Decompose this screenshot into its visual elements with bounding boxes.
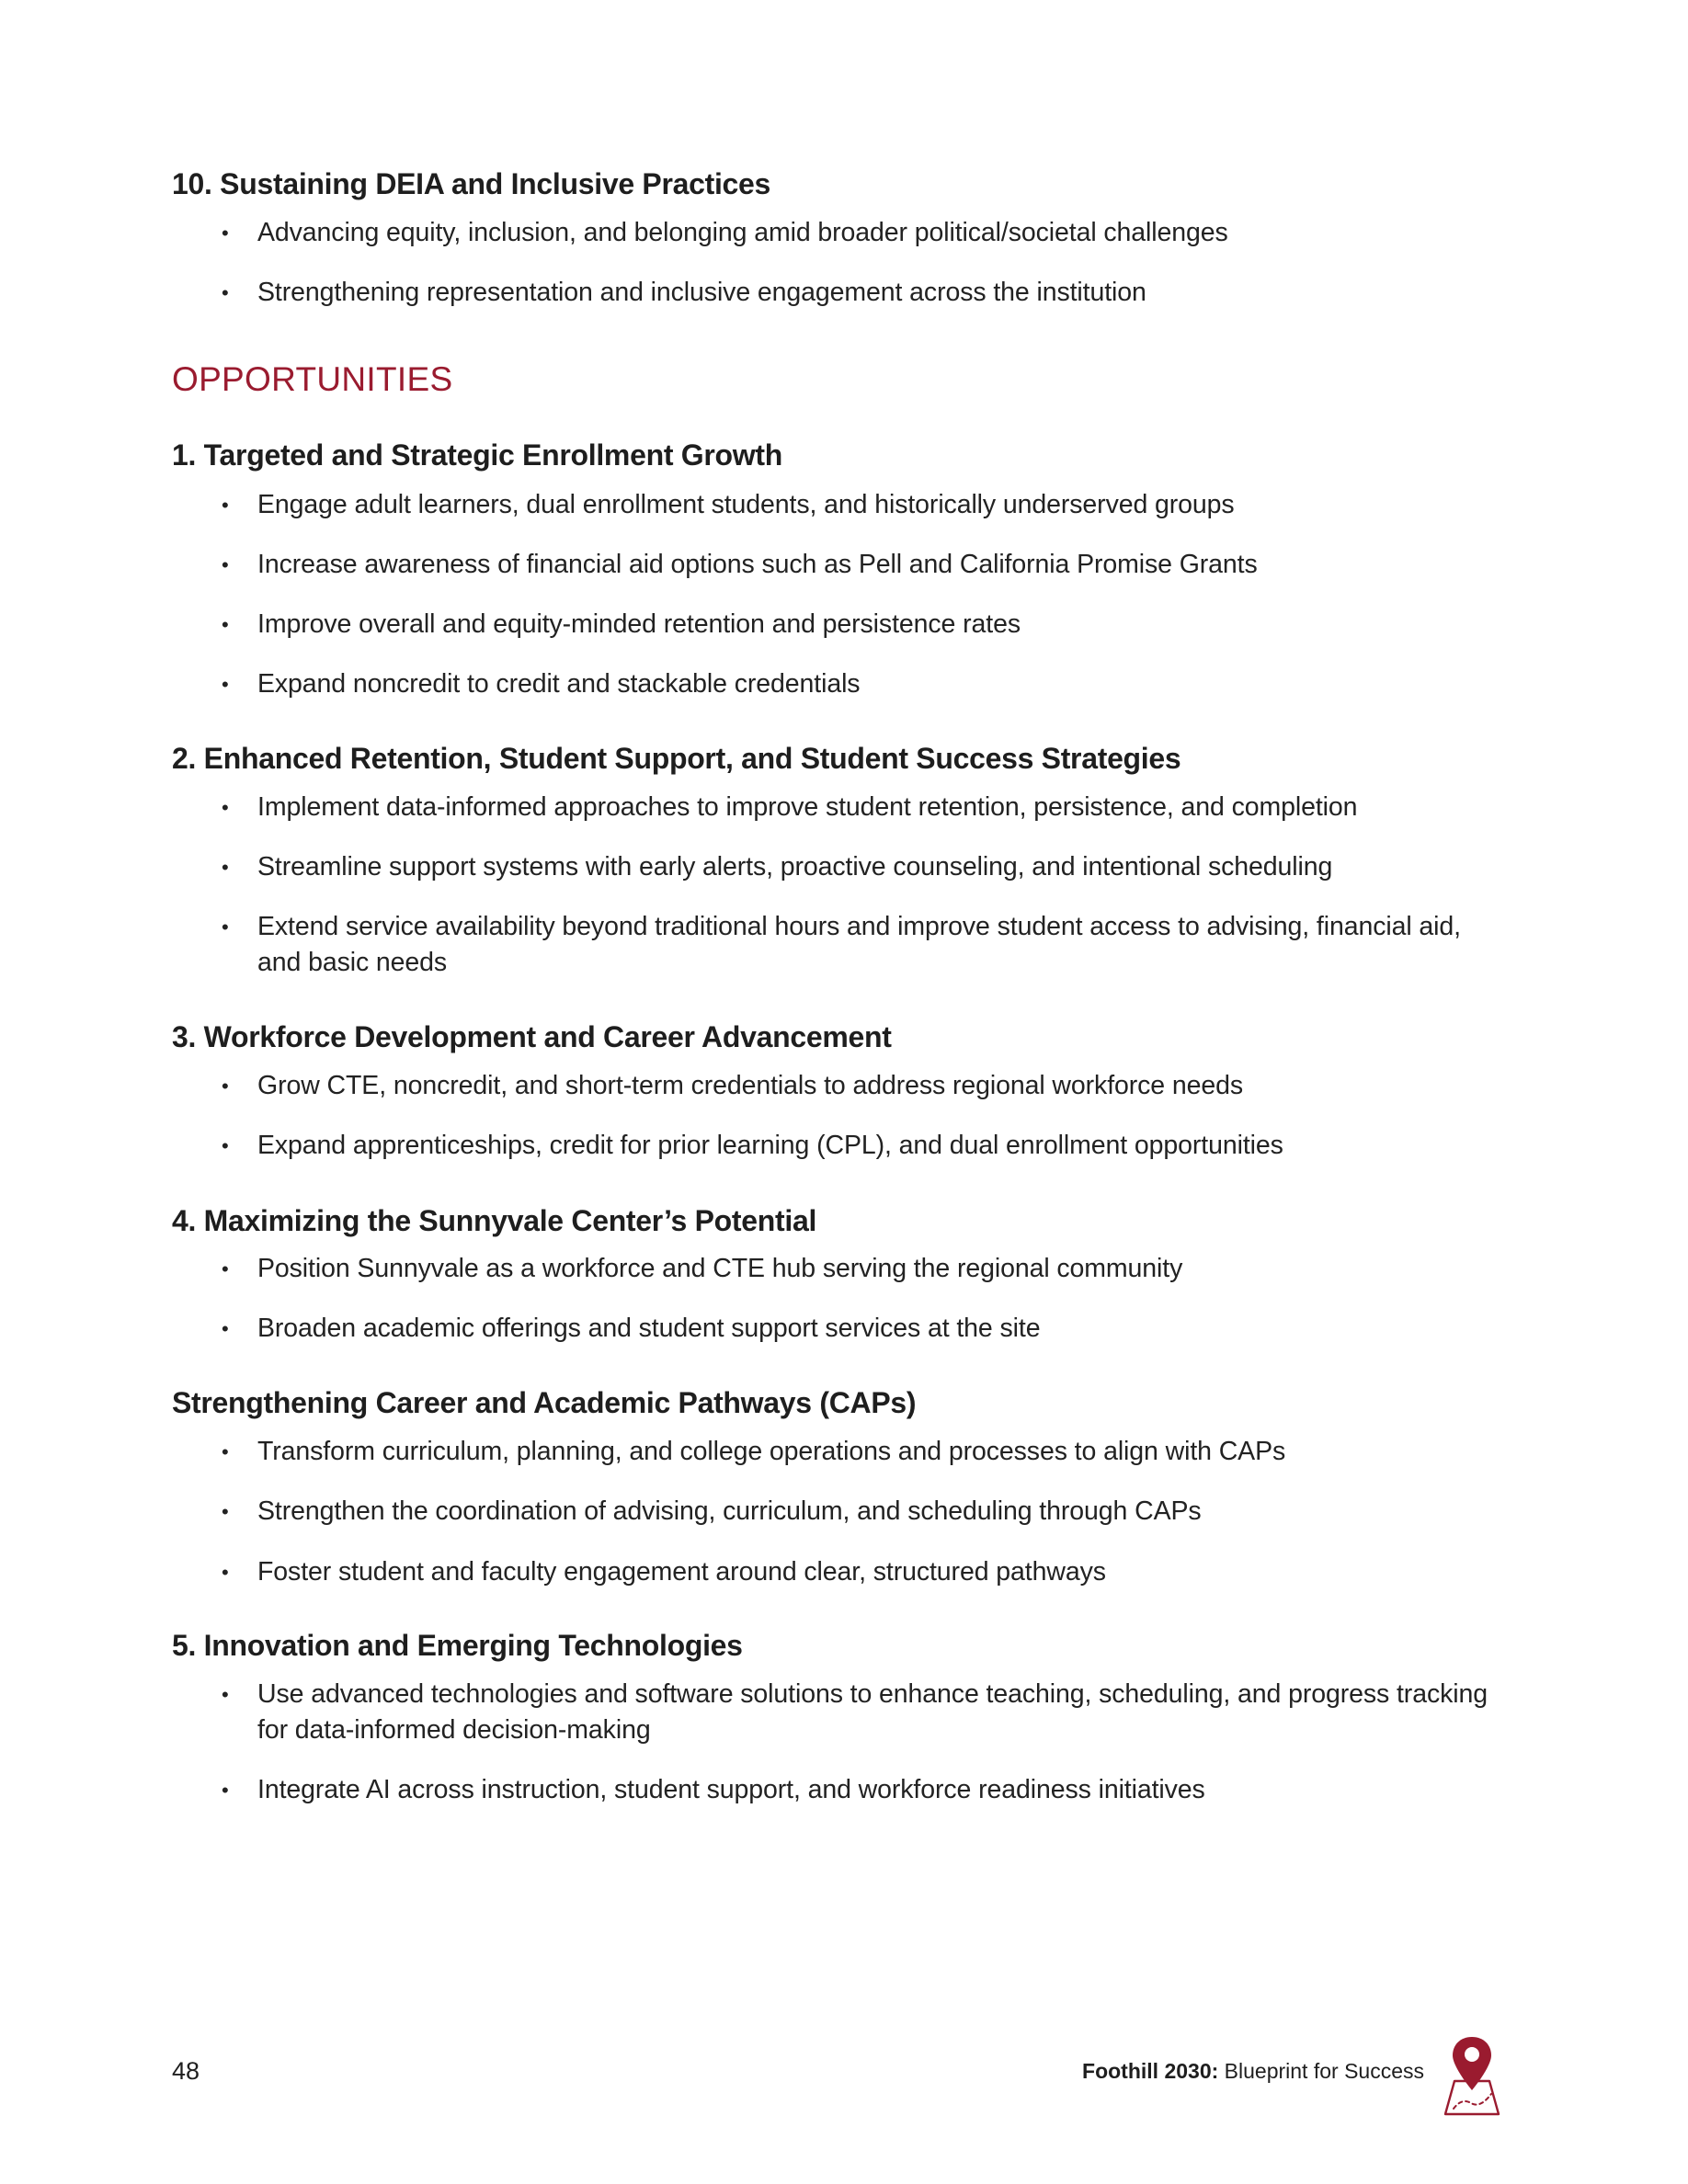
list-item: • Advancing equity, inclusion, and belonging amid broader political/societal challenges	[222, 215, 1509, 251]
list-item: • Grow CTE, noncredit, and short-term credentials to address regional workforce needs	[222, 1068, 1509, 1104]
bullet-icon: •	[222, 1075, 229, 1098]
bullet-icon: •	[222, 856, 229, 879]
section-heading-retention: 2. Enhanced Retention, Student Support, and Student Success Strategies	[172, 742, 1181, 775]
section-heading-enrollment: 1. Targeted and Strategic Enrollment Growth	[172, 438, 782, 472]
bullet-icon: •	[222, 673, 229, 696]
list-item: • Expand noncredit to credit and stackable credentials	[222, 666, 1509, 702]
bullet-icon: •	[222, 1257, 229, 1280]
footer-title	[1082, 2056, 1424, 2086]
page-number: 48	[172, 2057, 200, 2085]
bullet-icon: •	[222, 1779, 229, 1802]
list-item: • Strengthening representation and inclusive engagement across the institution	[222, 275, 1509, 311]
section-heading-deia: 10. Sustaining DEIA and Inclusive Practices	[172, 167, 771, 200]
list-item: • Engage adult learners, dual enrollment students, and historically underserved groups	[222, 487, 1509, 523]
section-heading-caps: Strengthening Career and Academic Pathways (CAPs)	[172, 1386, 917, 1419]
list-item: • Expand apprenticeships, credit for prior learning (CPL), and dual enrollment opportunities	[222, 1128, 1509, 1164]
bullet-icon: •	[222, 1500, 229, 1523]
list-item: • Broaden academic offerings and student support services at the site	[222, 1311, 1509, 1347]
bullet-icon: •	[222, 281, 229, 304]
list-item: • Position Sunnyvale as a workforce and CTE hub serving the regional community	[222, 1251, 1509, 1287]
list-item: • Transform curriculum, planning, and college operations and processes to align with CAPs	[222, 1434, 1509, 1470]
bullet-icon: •	[222, 796, 229, 819]
bullet-icon: •	[222, 1134, 229, 1157]
bullet-icon: •	[222, 553, 229, 576]
bullet-icon: •	[222, 1683, 229, 1706]
bullet-icon: •	[222, 494, 229, 517]
opportunities-title: OPPORTUNITIES	[172, 360, 453, 398]
list-item: • Streamline support systems with early alerts, proactive counseling, and intentional scheduling	[222, 849, 1509, 885]
list-item: • Foster student and faculty engagement around clear, structured pathways	[222, 1554, 1509, 1590]
section-heading-workforce: 3. Workforce Development and Career Advancement	[172, 1020, 892, 1053]
bullet-icon: •	[222, 1440, 229, 1463]
bullet-icon: •	[222, 222, 229, 245]
bullet-icon: •	[222, 1561, 229, 1584]
list-item: • Use advanced technologies and software solutions to enhance teaching, scheduling, and progress tracking for data-informed decision-making	[222, 1677, 1509, 1748]
map-pin-icon	[1442, 2035, 1502, 2118]
footer-title-rest: Blueprint for Success	[1218, 2059, 1424, 2083]
list-item: • Increase awareness of financial aid options such as Pell and California Promise Grants	[222, 547, 1509, 583]
list-item: • Implement data-informed approaches to improve student retention, persistence, and completion	[222, 790, 1509, 825]
list-item: • Extend service availability beyond traditional hours and improve student access to advising, financial aid, and basic needs	[222, 909, 1509, 981]
list-item: • Improve overall and equity-minded retention and persistence rates	[222, 607, 1509, 643]
section-heading-innovation: 5. Innovation and Emerging Technologies	[172, 1629, 743, 1662]
bullet-icon: •	[222, 1317, 229, 1340]
bullet-icon: •	[222, 613, 229, 636]
list-item: • Strengthen the coordination of advising, curriculum, and scheduling through CAPs	[222, 1494, 1509, 1530]
list-item: • Integrate AI across instruction, student support, and workforce readiness initiatives	[222, 1772, 1509, 1808]
section-heading-sunnyvale: 4. Maximizing the Sunnyvale Center’s Potential	[172, 1204, 817, 1237]
footer-title-bold: Foothill 2030:	[1082, 2059, 1219, 2083]
bullet-icon: •	[222, 916, 229, 938]
